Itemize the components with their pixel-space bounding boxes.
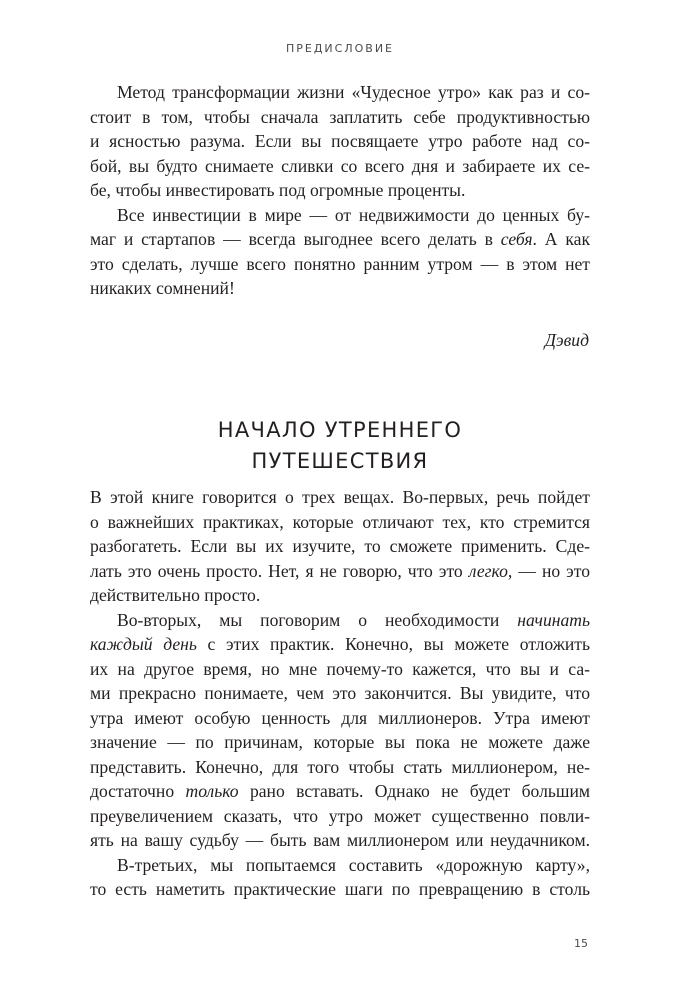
- emphasis: каждый день: [90, 634, 197, 654]
- text-line: действительно просто.: [90, 585, 261, 605]
- text-line: [90, 632, 590, 657]
- text-line: В-третьих, мы попытаемся составить «дорожную карту»,: [117, 854, 590, 875]
- paragraph: [90, 485, 590, 608]
- paragraph: [90, 853, 590, 902]
- text-line: Все инвестиции в мире — от недвижимости до ценных бу-: [117, 204, 590, 225]
- text-line: и ясностью разума. Если вы посвящаете утро работе над со-: [90, 131, 590, 151]
- chapter-text: [90, 485, 590, 902]
- text-line: то есть наметить практические шаги по превращению в столь: [90, 879, 590, 899]
- text-line: преувеличением сказать, что утро может существенно повли-: [90, 805, 590, 826]
- text-line: [90, 227, 590, 252]
- text-line: никаких сомнений!: [90, 278, 235, 298]
- text-line: бе, чтобы инвестировать под огромные проценты.: [90, 180, 466, 200]
- text-line: [90, 559, 590, 584]
- text-line: ми прекрасно понимаете, чем это закончится. Вы увидите, что: [90, 683, 590, 703]
- paragraph: [90, 608, 590, 853]
- text-run: рано вставать. Однако не будет большим: [238, 781, 590, 801]
- chapter-title: [0, 415, 680, 477]
- chapter-title-line: НАЧАЛО УТРЕННЕГО: [217, 418, 463, 442]
- text-line: утра имеют особую ценность для миллионеров. Утра имеют: [90, 707, 590, 728]
- text-run: лать это очень просто. Нет, я не говорю, что это: [90, 560, 469, 581]
- text-line: это сделать, лучше всего понятно ранним утром — в этом нет: [90, 253, 590, 274]
- text-line: разбогатеть. Если вы их изучите, то сможете применить. Сде-: [90, 536, 590, 556]
- text-run: достаточно: [90, 781, 186, 801]
- paragraph: [90, 80, 590, 203]
- text-line: Метод трансформации жизни «Чудесное утро» как раз и со-: [117, 82, 590, 102]
- paragraph: [90, 203, 590, 301]
- text-run: с этих практик. Конечно, вы можете отложить: [196, 634, 590, 654]
- author-signature: Дэвид: [544, 330, 589, 350]
- preface-text: [90, 80, 590, 301]
- page-number: 15: [574, 937, 588, 950]
- text-run: . А как: [532, 229, 591, 249]
- text-line: бой, вы будто снимаете сливки со всего дня и забираете их се-: [90, 155, 590, 176]
- text-run: Во-вторых, мы поговорим о необходимости: [117, 609, 518, 630]
- running-head: ПРЕДИСЛОВИЕ: [285, 42, 394, 55]
- text-line: их на другое время, но мне почему-то кажется, что вы и са-: [90, 658, 590, 679]
- text-line: стоит в том, чтобы сначала заплатить себе продуктивностью: [90, 106, 590, 127]
- emphasis: себя: [500, 229, 533, 249]
- text-line: В этой книге говорится о трех вещах. Во-первых, речь пойдет: [90, 487, 590, 507]
- text-line: ять на вашу судьбу — быть вам миллионером или неудачником.: [90, 830, 590, 850]
- text-line: о важнейших практиках, которые отличают тех, кто стремится: [90, 511, 590, 532]
- emphasis: только: [185, 781, 239, 801]
- text-line: представить. Конечно, для того чтобы стать миллионером, не-: [90, 756, 590, 777]
- text-line: [90, 608, 590, 633]
- text-run: — но это: [512, 560, 590, 581]
- text-run: маг и стартапов — всегда выгоднее всего делать в: [90, 229, 501, 249]
- chapter-title-line: ПУТЕШЕСТВИЯ: [251, 449, 429, 473]
- text-line: [90, 779, 590, 804]
- emphasis: начинать: [517, 609, 590, 630]
- emphasis: легко,: [468, 560, 513, 581]
- text-line: значение — по причинам, которые вы пока не можете даже: [90, 732, 590, 752]
